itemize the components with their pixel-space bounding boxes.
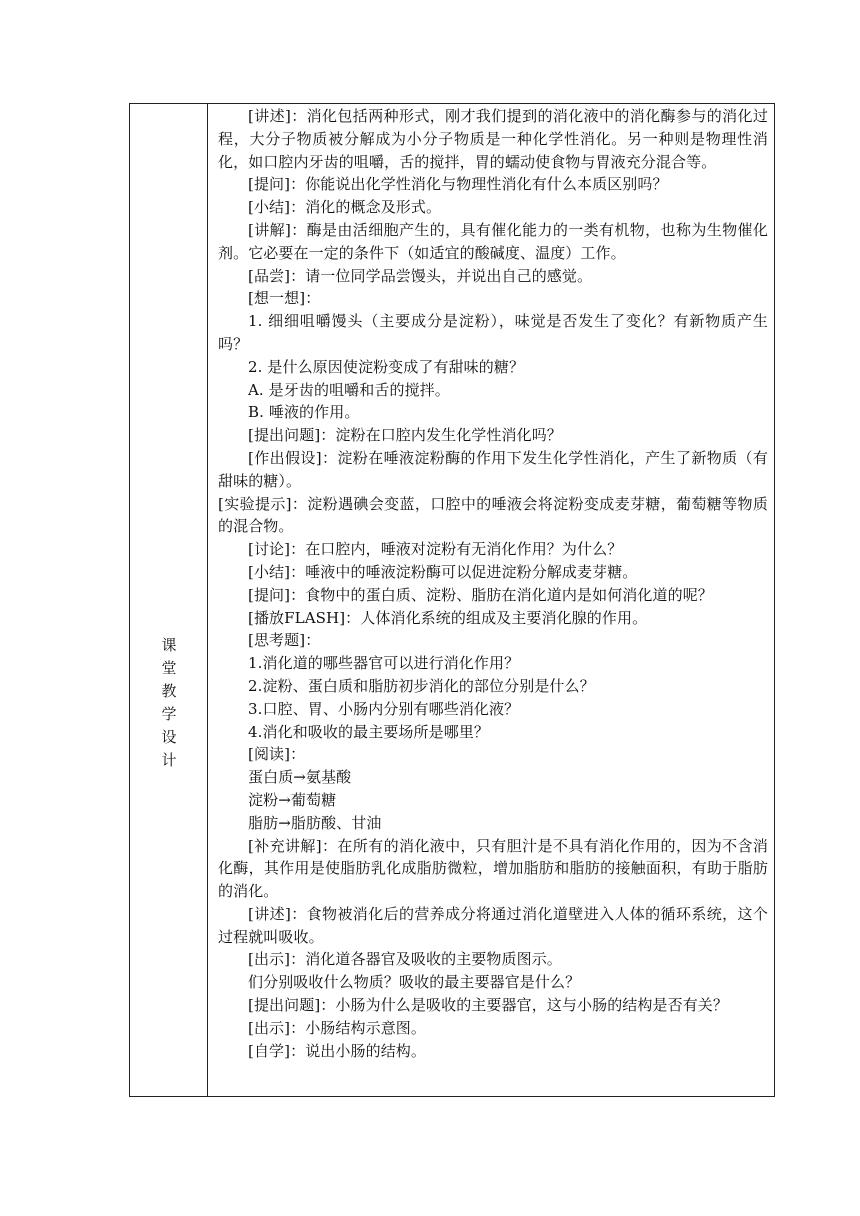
label-char: 堂 xyxy=(161,659,177,677)
label-char: 教 xyxy=(161,682,177,700)
paragraph: 淀粉→葡萄糖 xyxy=(248,790,337,809)
paragraph: [阅读]： xyxy=(248,745,306,764)
paragraph: 2. 是什么原因使淀粉变成了有甜味的糖？ xyxy=(248,357,525,376)
paragraph: [提问]：你能说出化学性消化与物理性消化有什么本质区别吗？ xyxy=(248,175,668,194)
paragraph: [实验提示]：淀粉遇碘会变蓝，口腔中的唾液会将淀粉变成麦芽糖，葡萄糖等物质的混合物。 xyxy=(218,494,768,536)
paragraph: [讲述]：消化包括两种形式，刚才我们提到的消化液中的消化酶参与的消化过程，大分子物质被分解成为小分子物质是一种化学性消化。另一种则是物理性消化，如口腔内牙齿的咀嚼，舌的搅拌，胃的蠕动使食物与胃液充分混合等。 xyxy=(218,107,768,171)
paragraph: [讲述]：食物被消化后的营养成分将通过消化道壁进入人体的循环系统，这个过程就叫吸收。 xyxy=(218,904,768,946)
paragraph: 1.消化道的哪些器官可以进行消化作用？ xyxy=(248,654,520,673)
content-column xyxy=(209,104,774,1096)
label-char: 学 xyxy=(161,705,177,723)
paragraph: [提出问题]：小肠为什么是吸收的主要器官，这与小肠的结构是否有关？ xyxy=(248,996,729,1015)
paragraph: 脂肪→脂肪酸、甘油 xyxy=(248,813,382,832)
paragraph: 3.口腔、胃、小肠内分别有哪些消化液？ xyxy=(248,699,520,718)
label-char: 设 xyxy=(161,728,177,746)
paragraph: [提出问题]：淀粉在口腔内发生化学性消化吗？ xyxy=(248,426,562,445)
paragraph: [想一想]： xyxy=(248,289,321,308)
paragraph: B. 唾液的作用。 xyxy=(248,403,360,422)
paragraph: 4.消化和吸收的最主要场所是哪里？ xyxy=(248,722,490,741)
paragraph: [思考题]： xyxy=(248,631,321,650)
paragraph: [小结]：唾液中的唾液淀粉酶可以促进淀粉分解成麦芽糖。 xyxy=(248,562,638,581)
paragraph: [讨论]：在口腔内，唾液对淀粉有无消化作用？为什么？ xyxy=(248,540,623,559)
label-char: 课 xyxy=(161,636,177,654)
paragraph: [播放FLASH]：人体消化系统的组成及主要消化腺的作用。 xyxy=(248,608,648,627)
paragraph: 们分别吸收什么物质？吸收的最主要器官是什么？ xyxy=(248,973,581,992)
label-column xyxy=(130,104,208,1096)
section-label xyxy=(130,634,208,772)
paragraph: [自学]：说出小肠的结构。 xyxy=(248,1041,427,1060)
label-char: 计 xyxy=(161,751,177,769)
paragraph: [作出假设]：淀粉在唾液淀粉酶的作用下发生化学性消化，产生了新物质（有甜味的糖）。 xyxy=(218,448,768,490)
paragraph: 1. 细细咀嚼馒头（主要成分是淀粉），味觉是否发生了变化？有新物质产生吗？ xyxy=(218,312,768,353)
paragraph: [小结]：消化的概念及形式。 xyxy=(248,198,442,217)
paragraph: [提问]：食物中的蛋白质、淀粉、脂肪在消化道内是如何消化道的呢？ xyxy=(248,585,713,604)
paragraph: 2.淀粉、蛋白质和脂肪初步消化的部位分别是什么？ xyxy=(248,676,595,695)
paragraph: 蛋白质→氨基酸 xyxy=(248,768,352,787)
paragraph: [补充讲解]：在所有的消化液中，只有胆汁是不具有消化作用的，因为不含消化酶，其作用是使脂肪乳化成脂肪微粒，增加脂肪和脂肪的接触面积，有助于脂肪的消化。 xyxy=(218,836,768,901)
lesson-table xyxy=(129,103,775,1097)
paragraph: [出示]：消化道各器官及吸收的主要物质图示。 xyxy=(248,950,562,969)
paragraph: A. 是牙齿的咀嚼和舌的搅拌。 xyxy=(248,380,450,399)
paragraph: [品尝]：请一位同学品尝馒头，并说出自己的感觉。 xyxy=(248,266,593,285)
paragraph: [出示]：小肠结构示意图。 xyxy=(248,1018,427,1037)
paragraph: [讲解]：酶是由活细胞产生的，具有催化能力的一类有机物，也称为生物催化剂。它必要在一定的条件下（如适宜的酸碱度、温度）工作。 xyxy=(218,220,768,262)
